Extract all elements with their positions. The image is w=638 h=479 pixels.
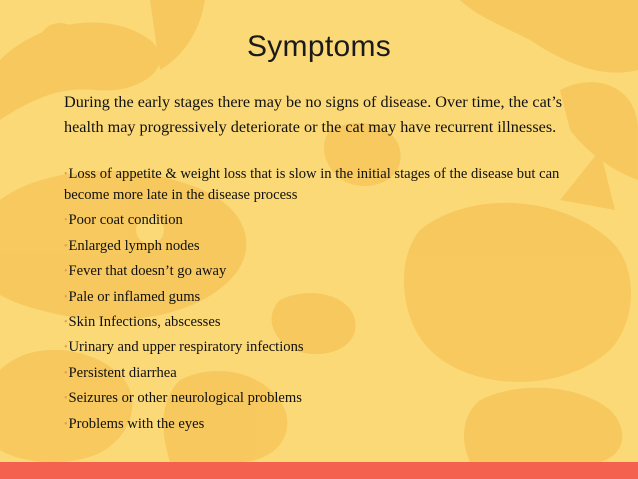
list-item-text: Skin Infections, abscesses	[68, 313, 221, 330]
bullet-icon: •	[64, 215, 68, 227]
list-item	[64, 414, 594, 435]
list-item-text: Poor coat condition	[68, 212, 183, 229]
bullet-icon: •	[64, 393, 68, 405]
bullet-icon: •	[64, 367, 68, 379]
list-item	[64, 287, 594, 308]
list-item-text: Urinary and upper respiratory infections	[68, 339, 304, 356]
bullet-icon: •	[64, 240, 68, 252]
list-item-text: Persistent diarrhea	[68, 364, 177, 381]
bottom-accent-bar	[0, 462, 638, 479]
list-item-text: Problems with the eyes	[68, 415, 205, 432]
list-item	[64, 312, 594, 333]
list-item	[64, 164, 594, 206]
slide-title: Symptoms	[246, 30, 392, 63]
list-item	[64, 261, 594, 282]
symptom-list	[64, 164, 594, 439]
bullet-icon: •	[64, 169, 68, 180]
list-item-text: Pale or inflamed gums	[68, 288, 201, 305]
bullet-icon: •	[64, 418, 68, 430]
list-item	[64, 210, 594, 231]
bullet-icon: •	[64, 342, 68, 354]
intro-paragraph: During the early stages there may be no signs of disease. Over time, the cat’s health may progressively deteriorate or the cat may have recurrent illnesses.	[64, 93, 563, 136]
list-item-text: Fever that doesn’t go away	[68, 263, 227, 280]
list-item	[64, 337, 594, 358]
bullet-icon: •	[64, 316, 68, 328]
list-item-text: Loss of appetite & weight loss that is slow in the initial stages of the disease but can become more late in the disease process	[64, 166, 560, 203]
bullet-icon: •	[64, 291, 68, 303]
list-item-text: Seizures or other neurological problems	[68, 390, 302, 407]
bullet-icon: •	[64, 266, 68, 278]
list-item	[64, 388, 594, 409]
list-item-text: Enlarged lymph nodes	[68, 237, 200, 254]
list-item	[64, 363, 594, 384]
list-item	[64, 236, 594, 257]
